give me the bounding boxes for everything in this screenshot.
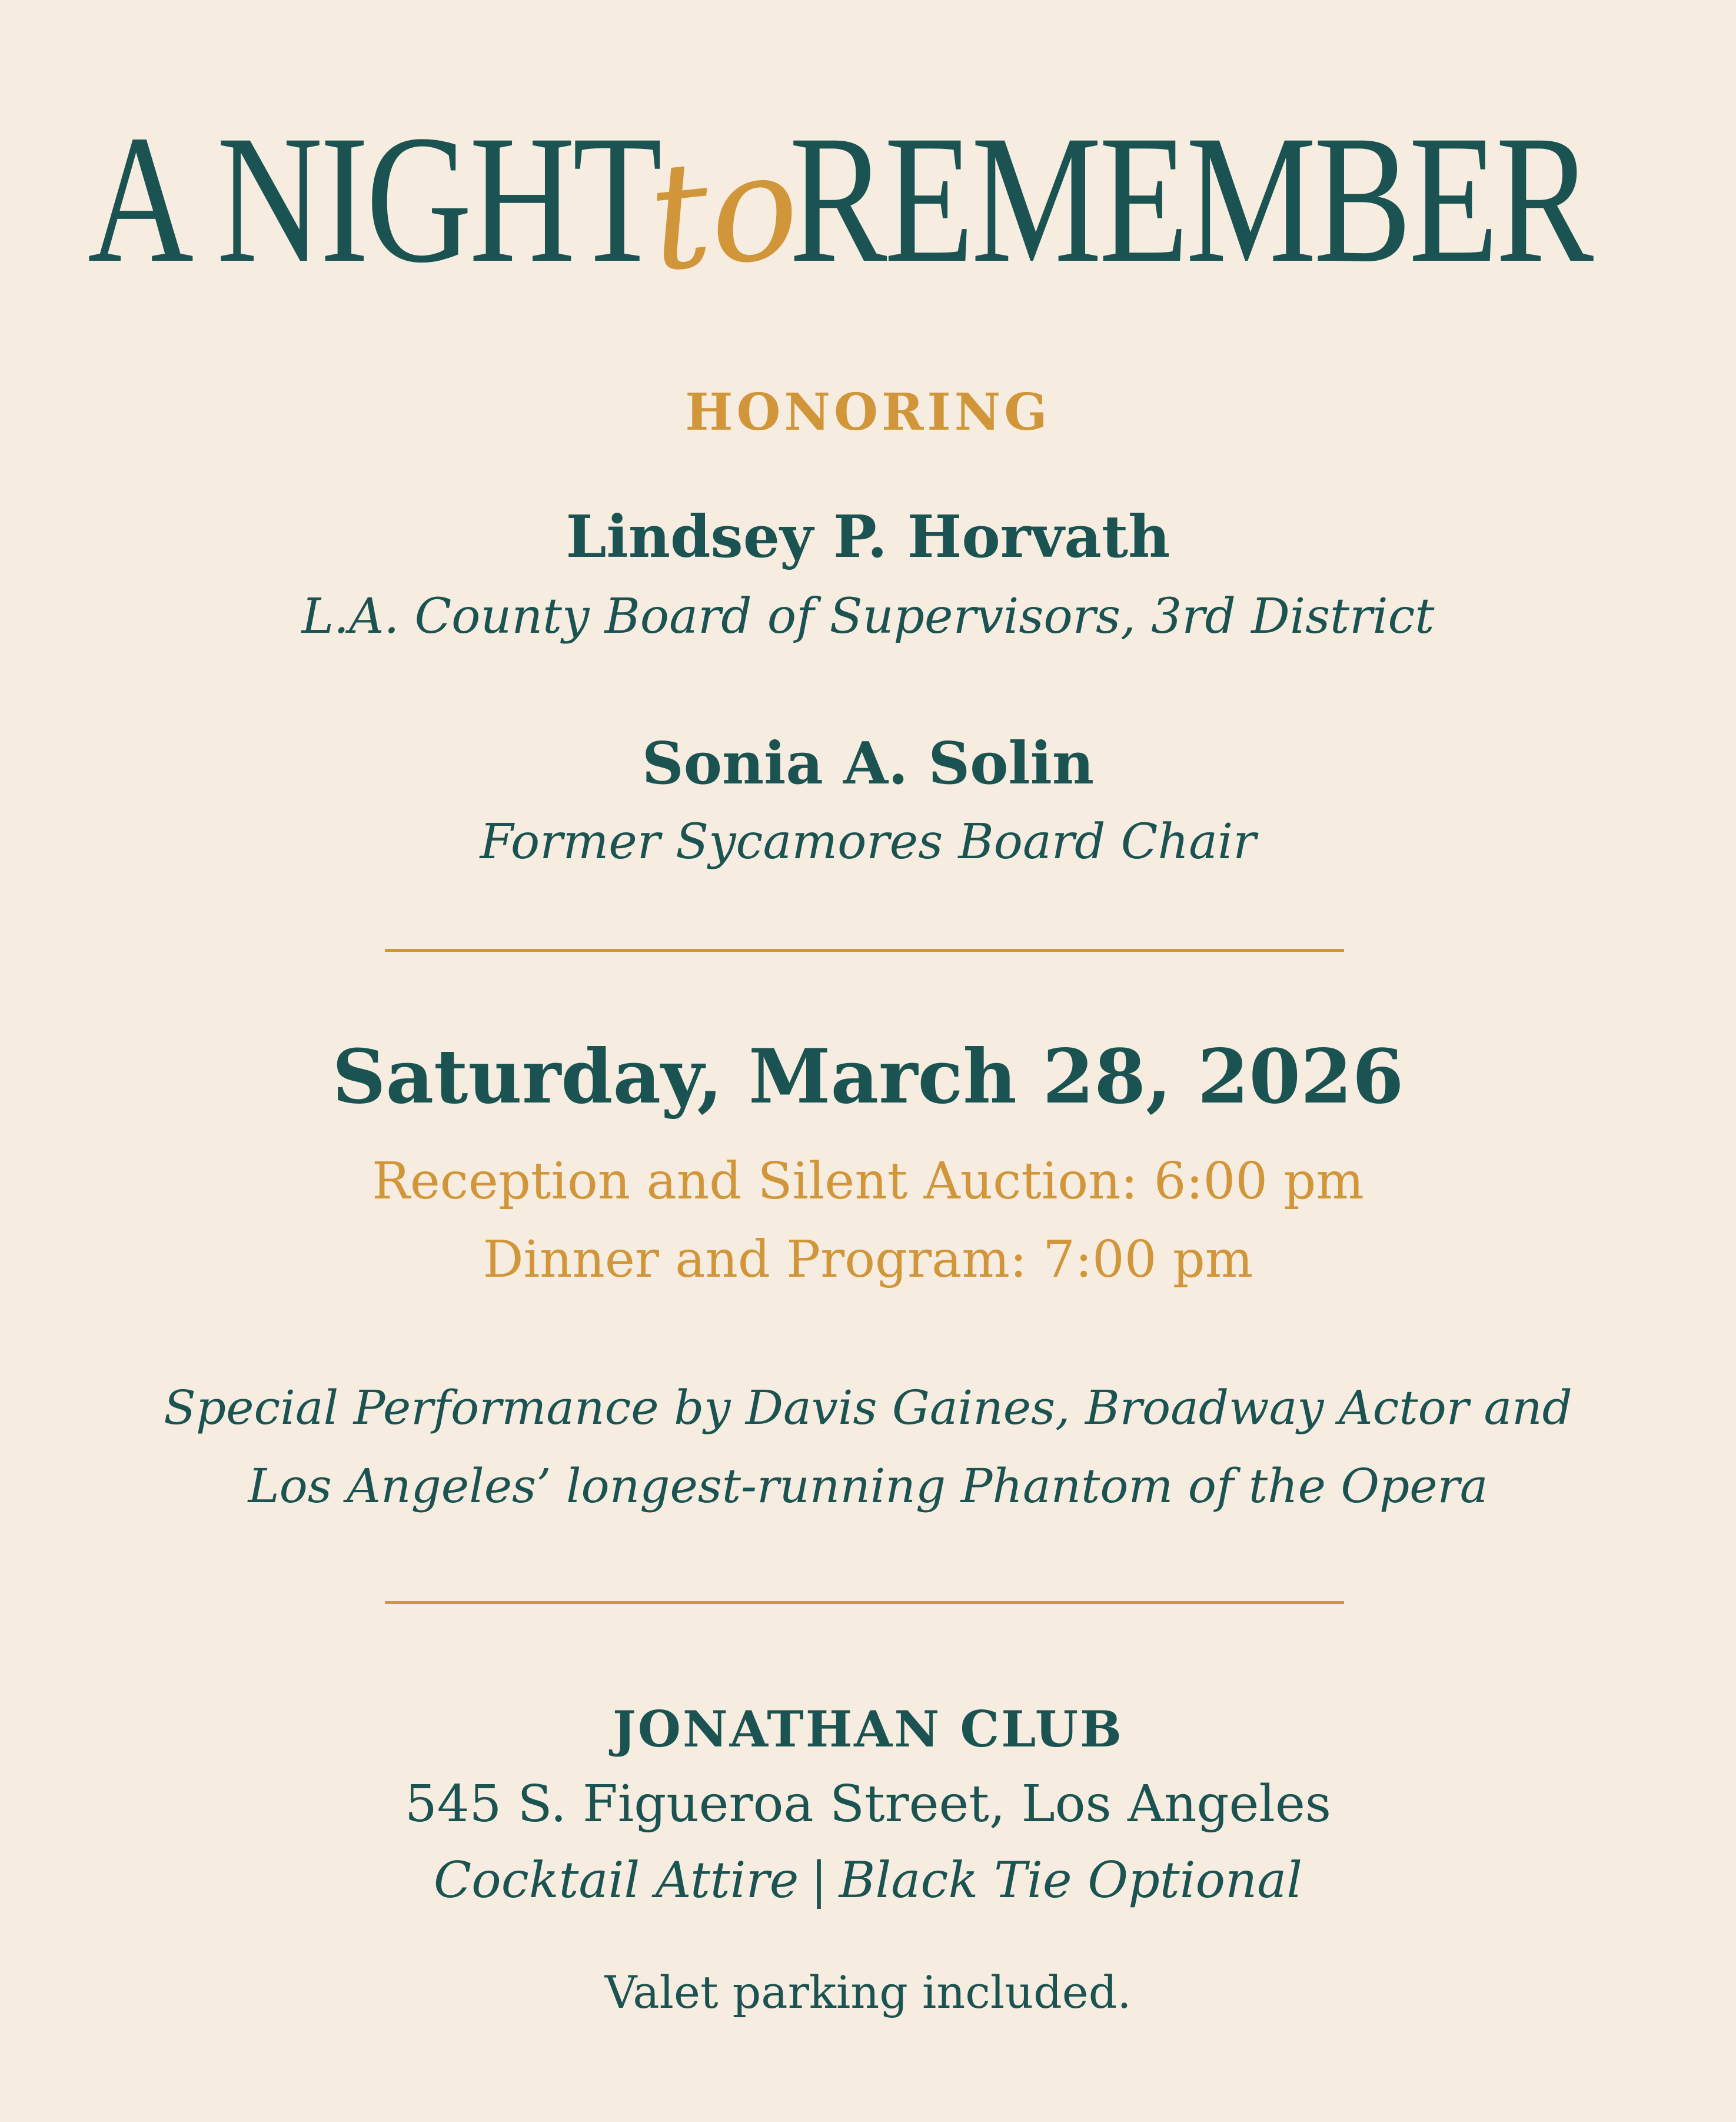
honoree-role-2: Former Sycamores Board Chair	[480, 814, 1256, 870]
dress-code-cocktail: Cocktail Attire	[433, 1851, 799, 1909]
venue-address: 545 S. Figueroa Street, Los Angeles	[405, 1775, 1331, 1834]
schedule-dinner: Dinner and Program: 7:00 pm	[483, 1230, 1253, 1289]
venue-name: JONATHAN CLUB	[613, 1700, 1123, 1758]
performance-line-1: Special Performance by Davis Gaines, Broadway Actor and	[164, 1380, 1572, 1435]
performance-line-2: Los Angeles’ longest-running Phantom of the Opera	[248, 1459, 1488, 1513]
title-right: REMEMBER	[789, 98, 1591, 301]
title-script-to: to	[641, 118, 807, 305]
dress-code	[0, 1851, 1736, 1909]
divider-bottom	[385, 1601, 1344, 1604]
dress-code-separator: |	[810, 1851, 827, 1909]
event-date: Saturday, March 28, 2026	[332, 1033, 1404, 1120]
honoring-label: HONORING	[685, 383, 1051, 442]
divider-top	[385, 949, 1344, 952]
honoree-name-2: Sonia A. Solin	[641, 730, 1095, 798]
honoree-name-1: Lindsey P. Horvath	[566, 503, 1170, 571]
event-title	[0, 98, 1736, 305]
honoree-role-1: L.A. County Board of Supervisors, 3rd District	[301, 589, 1435, 645]
schedule-reception: Reception and Silent Auction: 6:00 pm	[372, 1152, 1364, 1211]
dress-code-black-tie: Black Tie Optional	[839, 1851, 1303, 1909]
parking-note: Valet parking included.	[604, 1966, 1132, 2018]
title-left: A NIGHT	[87, 98, 660, 301]
